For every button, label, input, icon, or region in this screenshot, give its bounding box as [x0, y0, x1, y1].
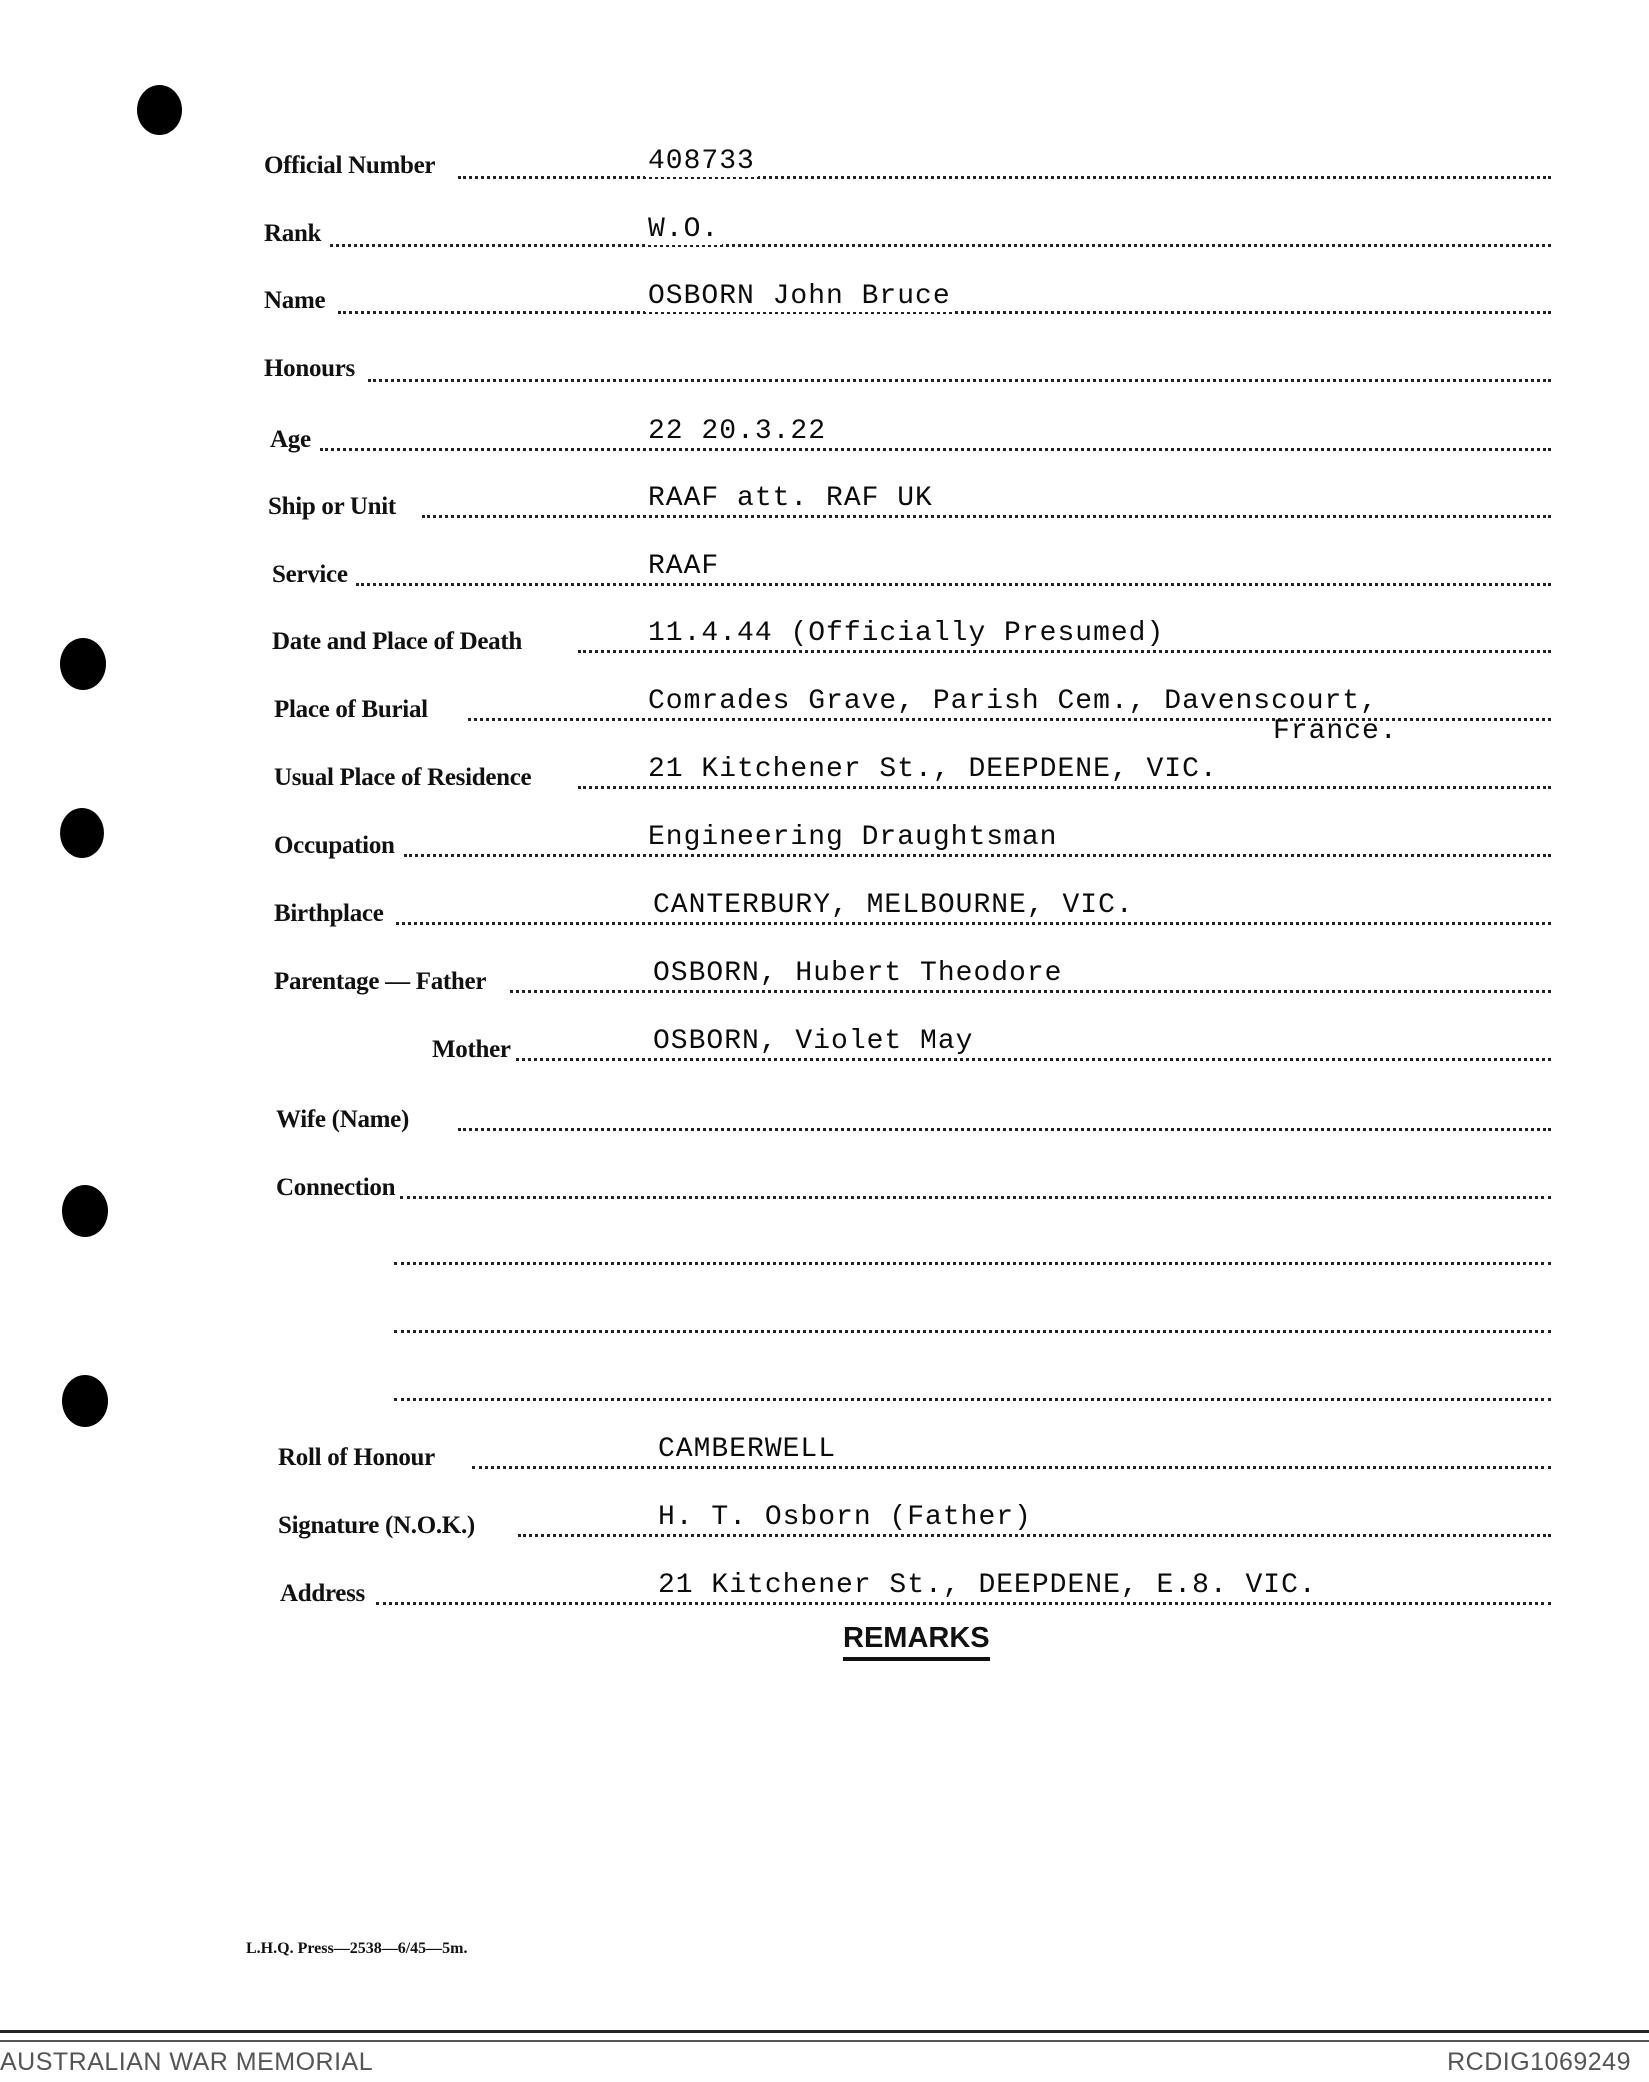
dotted-line	[510, 990, 1551, 993]
occupation-label: Occupation	[274, 832, 395, 859]
address-label: Address	[280, 1580, 365, 1607]
connection-row	[0, 1168, 1649, 1208]
dotted-line	[376, 1602, 1551, 1605]
dotted-line	[396, 922, 1551, 925]
dotted-line	[458, 1128, 1551, 1131]
dotted-line	[578, 786, 1551, 789]
roll-of-honour-label: Roll of Honour	[278, 1444, 435, 1471]
scan-border-rule	[0, 2030, 1649, 2033]
date-place-death-row	[0, 618, 1649, 662]
age-row	[0, 416, 1649, 460]
usual-residence-value: 21 Kitchener St., DEEPDENE, VIC.	[645, 754, 1221, 785]
rank-label: Rank	[264, 220, 322, 247]
wife-label: Wife (Name)	[276, 1106, 409, 1133]
dotted-line	[368, 379, 1551, 382]
signature-row	[0, 1502, 1649, 1546]
dotted-line	[400, 1196, 1551, 1199]
age-label: Age	[270, 426, 311, 453]
official-number-label: Official Number	[264, 152, 436, 179]
connection-blank-line-2	[394, 1330, 1551, 1333]
usual-residence-row	[0, 754, 1649, 798]
roll-of-honour-value: CAMBERWELL	[655, 1434, 839, 1465]
dotted-line	[518, 1534, 1551, 1537]
address-value: 21 Kitchener St., DEEPDENE, E.8. VIC.	[655, 1570, 1320, 1601]
roll-of-honour-row	[0, 1434, 1649, 1478]
ship-or-unit-label: Ship or Unit	[268, 493, 396, 520]
dotted-line	[472, 1466, 1551, 1469]
ship-or-unit-value: RAAF att. RAF UK	[645, 483, 936, 514]
honours-label: Honours	[264, 355, 355, 382]
signature-value: H. T. Osborn (Father)	[655, 1502, 1035, 1533]
connection-label: Connection	[276, 1174, 396, 1201]
date-place-death-value: 11.4.44 (Officially Presumed)	[645, 618, 1167, 649]
connection-blank-line-1	[394, 1262, 1551, 1265]
official-number-row	[0, 146, 1649, 190]
place-of-burial-continued: France.	[1273, 716, 1398, 747]
service-row	[0, 551, 1649, 595]
dotted-line	[330, 244, 1551, 247]
place-of-burial-label: Place of Burial	[274, 696, 428, 723]
service-value: RAAF	[645, 551, 722, 582]
place-of-burial-value: Comrades Grave, Parish Cem., Davenscourt,	[645, 686, 1381, 717]
father-row	[0, 958, 1649, 1002]
birthplace-label: Birthplace	[274, 900, 384, 927]
father-value: OSBORN, Hubert Theodore	[650, 958, 1065, 989]
dotted-line	[404, 854, 1551, 857]
dotted-line	[578, 650, 1551, 653]
address-row	[0, 1570, 1649, 1614]
occupation-value: Engineering Draughtsman	[645, 822, 1060, 853]
service-label: Service	[272, 561, 348, 588]
wife-row	[0, 1100, 1649, 1140]
age-value: 22 20.3.22	[645, 416, 829, 447]
rank-value: W.O.	[645, 214, 722, 245]
remarks-heading: REMARKS	[843, 1622, 990, 1661]
place-of-burial-row	[0, 686, 1649, 747]
ship-or-unit-row	[0, 483, 1649, 527]
footer-record-id: RCDIG1069249	[1447, 2048, 1631, 2076]
usual-residence-label: Usual Place of Residence	[274, 764, 532, 791]
father-label: Parentage — Father	[274, 968, 487, 995]
mother-label: Mother	[432, 1036, 511, 1063]
name-value: OSBORN John Bruce	[645, 281, 954, 312]
birthplace-row	[0, 890, 1649, 934]
occupation-row	[0, 822, 1649, 866]
date-place-death-label: Date and Place of Death	[272, 628, 522, 655]
dotted-line	[516, 1058, 1551, 1061]
dotted-line	[320, 448, 1551, 451]
dotted-line	[356, 583, 1551, 586]
name-row	[0, 281, 1649, 325]
dotted-line	[422, 515, 1551, 518]
punch-hole-top	[137, 85, 182, 135]
official-number-value: 408733	[645, 146, 758, 177]
honours-row	[0, 353, 1649, 393]
birthplace-value: CANTERBURY, MELBOURNE, VIC.	[650, 890, 1137, 921]
dotted-line	[458, 176, 1551, 179]
punch-hole-4	[62, 1375, 108, 1427]
scan-border-rule-thin	[0, 2040, 1649, 2042]
mother-value: OSBORN, Violet May	[650, 1026, 976, 1057]
mother-row	[0, 1026, 1649, 1070]
name-label: Name	[264, 287, 326, 314]
rank-row	[0, 214, 1649, 258]
connection-blank-line-3	[394, 1398, 1551, 1401]
signature-label: Signature (N.O.K.)	[278, 1512, 475, 1539]
press-mark: L.H.Q. Press—2538—6/45—5m.	[246, 1940, 468, 1957]
footer-institution: AUSTRALIAN WAR MEMORIAL	[0, 2048, 374, 2076]
